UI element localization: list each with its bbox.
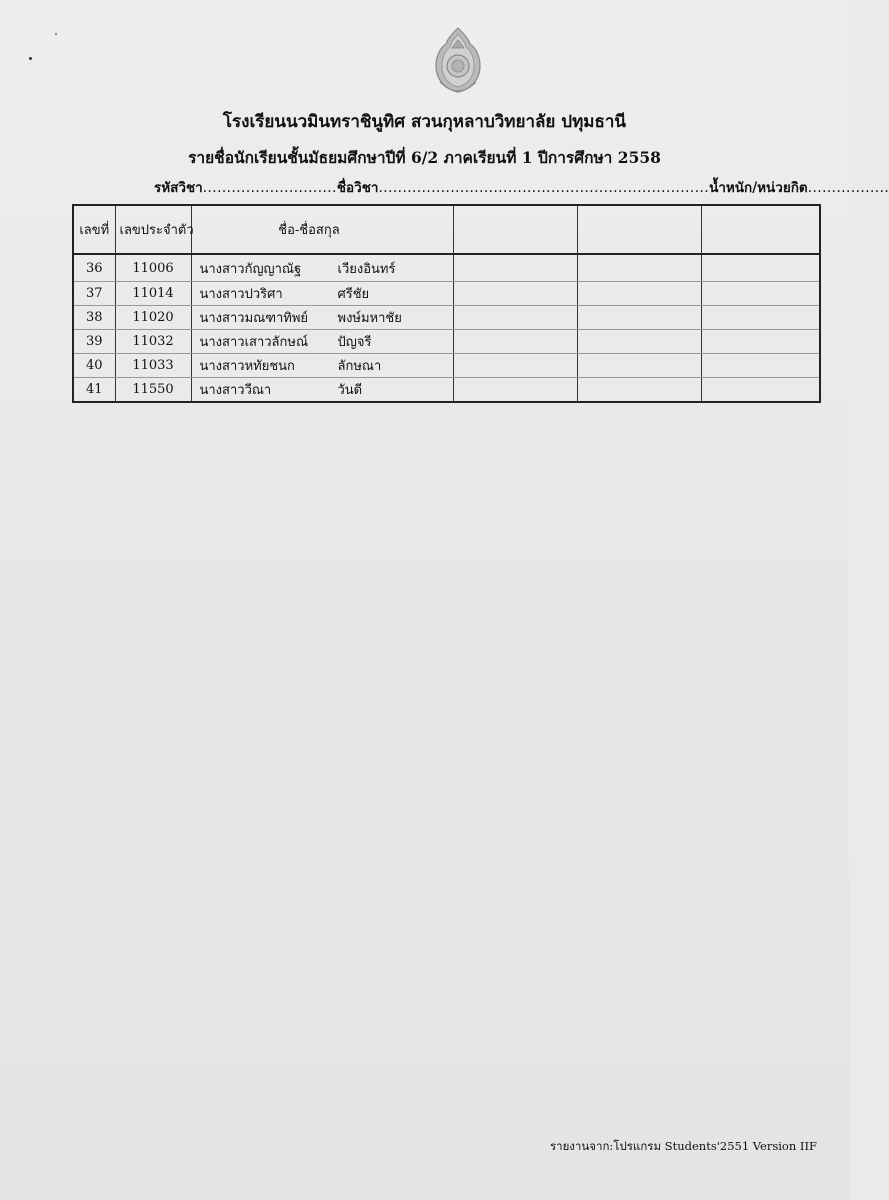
- blank-cell: [577, 354, 701, 378]
- table-row: [73, 378, 820, 403]
- blank-cell: [453, 306, 577, 330]
- student-first-name: นางสาวมณฑาทิพย์: [199, 311, 309, 326]
- student-last-name: ลักษณา: [337, 359, 382, 374]
- table-header-row: [73, 205, 820, 254]
- student-id: 11550: [115, 378, 191, 403]
- subject-name-blank: .....................................................................: [378, 180, 710, 196]
- subject-info-line: [154, 176, 889, 198]
- blank-cell: [577, 254, 701, 282]
- blank-cell: [701, 378, 820, 403]
- student-number: 39: [73, 330, 115, 354]
- blank-cell: [453, 282, 577, 306]
- student-name: [191, 330, 453, 354]
- student-id: 11020: [115, 306, 191, 330]
- table-row: [73, 354, 820, 378]
- student-id: 11014: [115, 282, 191, 306]
- subject-name-label: ชื่อวิชา: [336, 180, 379, 196]
- roster-title: รายชื่อนักเรียนชั้นมัธยมศึกษาปีที่ 6/2 ภาคเรียนที่ 1 ปีการศึกษา 2558: [188, 148, 661, 167]
- student-first-name: นางสาววีณา: [199, 383, 272, 398]
- table-row: [73, 330, 820, 354]
- column-header-number: เลขที่: [73, 205, 115, 254]
- column-header-blank: [453, 205, 577, 254]
- scan-speck: [29, 57, 32, 60]
- student-name: [191, 354, 453, 378]
- blank-cell: [701, 330, 820, 354]
- column-header-blank: [577, 205, 701, 254]
- student-number: 38: [73, 306, 115, 330]
- student-number: 36: [73, 254, 115, 282]
- blank-cell: [701, 354, 820, 378]
- table-row: [73, 282, 820, 306]
- student-number: 37: [73, 282, 115, 306]
- blank-cell: [577, 306, 701, 330]
- blank-cell: [453, 330, 577, 354]
- student-last-name: ปัญจรี: [337, 335, 372, 350]
- subject-code-blank: ............................: [202, 180, 337, 196]
- blank-cell: [701, 306, 820, 330]
- blank-cell: [701, 282, 820, 306]
- credit-label: น้ำหนัก/หน่วยกิต: [709, 180, 808, 196]
- student-id: 11006: [115, 254, 191, 282]
- credit-blank: .................: [807, 180, 889, 196]
- student-name: [191, 306, 453, 330]
- school-name: โรงเรียนนวมินทราชินูทิศ สวนกุหลาบวิทยาลัย ปทุมธานี: [222, 112, 627, 132]
- blank-cell: [453, 254, 577, 282]
- subject-code-label: รหัสวิชา: [154, 180, 203, 196]
- student-last-name: วันดี: [337, 383, 363, 398]
- student-last-name: เวียงอินทร์: [337, 261, 396, 277]
- blank-cell: [577, 330, 701, 354]
- table-row: [73, 306, 820, 330]
- student-number: 40: [73, 354, 115, 378]
- report-source-footer: รายงานจาก:โปรแกรม Students'2551 Version IIF: [549, 1139, 817, 1153]
- student-name: [191, 378, 453, 403]
- student-first-name: นางสาวปวริศา: [199, 287, 283, 302]
- blank-cell: [577, 378, 701, 403]
- blank-cell: [701, 254, 820, 282]
- student-roster-table: [72, 204, 821, 403]
- student-first-name: นางสาวหทัยชนก: [199, 359, 295, 374]
- student-number: 41: [73, 378, 115, 403]
- column-header-student-id: เลขประจำตัว: [115, 205, 191, 254]
- student-name: [191, 282, 453, 306]
- student-id: 11032: [115, 330, 191, 354]
- blank-cell: [577, 282, 701, 306]
- school-emblem-icon: [432, 26, 484, 94]
- scan-speck: [55, 33, 57, 35]
- student-id: 11033: [115, 354, 191, 378]
- column-header-blank: [701, 205, 820, 254]
- blank-cell: [453, 354, 577, 378]
- student-last-name: พงษ์มหาชัย: [337, 311, 402, 326]
- student-name: [191, 254, 453, 282]
- student-last-name: ศรีชัย: [337, 287, 370, 302]
- column-header-full-name: ชื่อ-ชื่อสกุล: [191, 205, 453, 254]
- student-first-name: นางสาวเสาวลักษณ์: [199, 335, 309, 350]
- student-first-name: นางสาวกัญญาณัฐ: [199, 261, 302, 277]
- table-row: [73, 254, 820, 282]
- blank-cell: [453, 378, 577, 403]
